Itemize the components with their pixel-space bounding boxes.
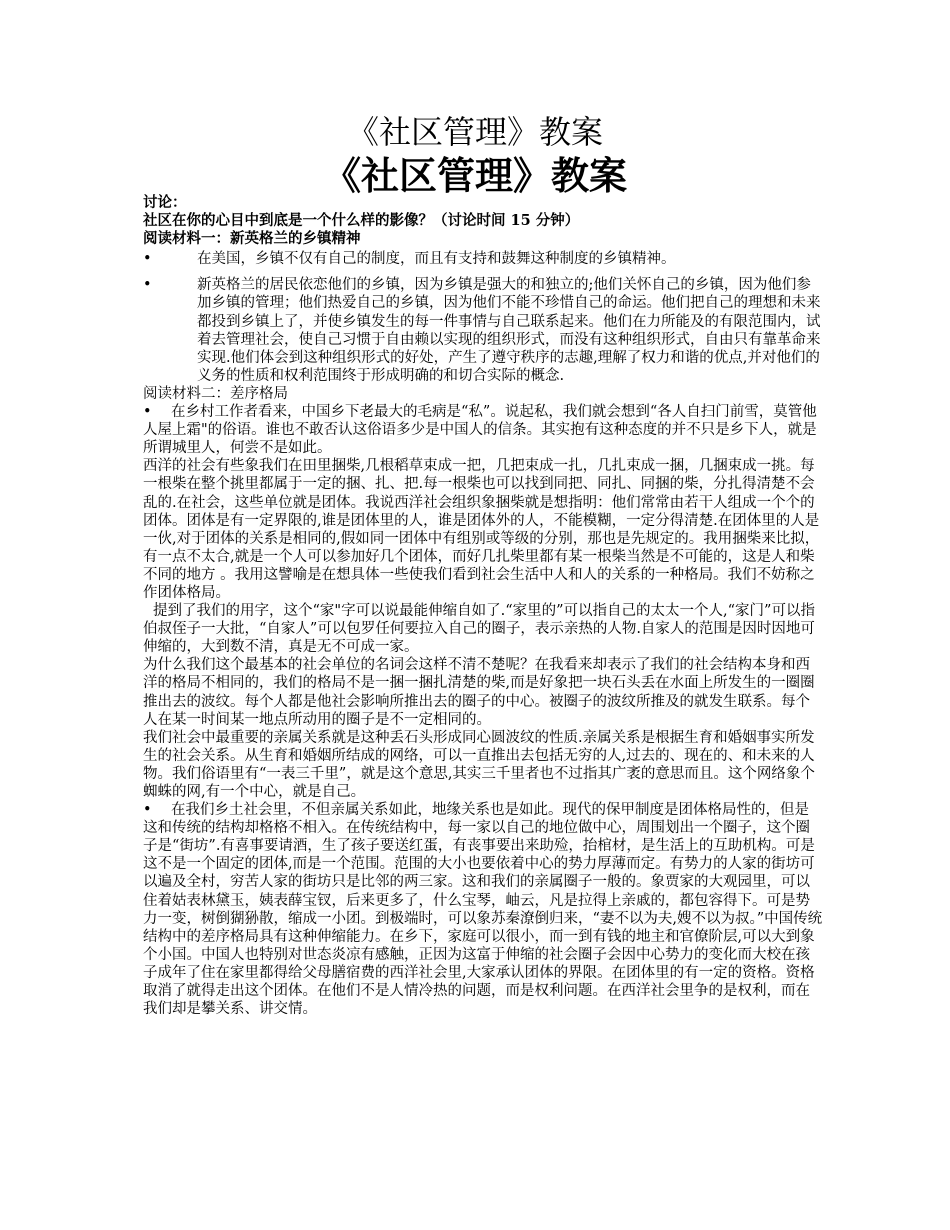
reading1-paragraph-2: [143, 276, 823, 385]
reading2-paragraph-5: 我们社会中最重要的亲属关系就是这种丢石头形成同心圆波纹的性质.亲属关系是根据生育和婚姻事实所发生的社会关系。从生育和婚姻所结成的网络，可以一直推出去包括无穷的人,过去的、现在的、和未来的人物。我们俗语里有“一表三千里”，就是这个意思,其实三千里者也不过指其广袤的意思而且。这个网络象个蜘蛛的网,有一个中心，就是自己。: [143, 729, 815, 800]
bullet-icon: •: [143, 277, 152, 294]
page-title: 《社区管理》教案: [346, 113, 603, 151]
discussion-label: 讨论：: [143, 194, 187, 211]
paragraph-text: 在美国，乡镇不仅有自己的制度，而且有支持和鼓舞这种制度的乡镇精神。: [197, 251, 676, 268]
document-body: [143, 194, 823, 1018]
reading2-paragraph-4: 为什么我们这个最基本的社会单位的名词会这样不清不楚呢？在我看来却表示了我们的社会结构本身和西洋的格局不相同的，我们的格局不是一捆一捆扎清楚的柴,而是好象把一块石头丢在水面上所发生的一圈圈推出去的波纹。每个人都是他社会影响所推出去的圈子的中心。被圈子的波纹所推及的就发生联系。每个人在某一时间某一地点所动用的圈子是不一定相同的。: [143, 657, 815, 728]
bullet-icon: •: [143, 251, 152, 268]
reading1-heading: 阅读材料一：新英格兰的乡镇精神: [143, 230, 361, 248]
page-title-bold: 《社区管理》教案: [322, 153, 627, 198]
bullet-icon: •: [143, 802, 152, 819]
reading1-paragraph-1: [143, 250, 823, 268]
reading2-paragraph-1: [143, 403, 823, 457]
paragraph-text: 新英格兰的居民依恋他们的乡镇，因为乡镇是强大的和独立的;他们关怀自己的乡镇，因为他们参加乡镇的管理；他们热爱自己的乡镇，因为他们不能不珍惜自己的命运。他们把自己的理想和未来都投到乡镇上了，并使乡镇发生的每一件事情与自己联系起来。他们在力所能及的有限范围内，试着去管理社会，使自己习惯于自由赖以实现的组织形式，而没有这种组织形式，自由只有靠革命来实现.他们体会到这种组织形式的好处，产生了遵守秩序的志趣,理解了权力和谐的优点,并对他们的义务的性质和权利范围终于形成明确的和切合实际的概念.: [197, 277, 821, 384]
reading2-heading: 阅读材料二：差序格局: [143, 385, 288, 402]
reading2-paragraph-6: [143, 801, 823, 1018]
discussion-question: 社区在你的心目中到底是一个什么样的影像？（讨论时间 15 分钟）: [143, 212, 580, 230]
paragraph-text: 在我们乡土社会里，不但亲属关系如此，地缘关系也是如此。现代的保甲制度是团体格局性的，但是这和传统的结构却格格不相入。在传统结构中，每一家以自己的地位做中心，周围划出一个圈子，这个圈子是“街坊”.有喜事要请酒，生了孩子要送红蛋，有丧事要出来助殓，抬棺材，是生活上的互助机构。可是这不是一个固定的团体,而是一个范围。范围的大小也要依着中心的势力厚薄而定。有势力的人家的街坊可以遍及全村，穷苦人家的街坊只是比邻的两三家。这和我们的亲属圈子一般的。象贾家的大观园里，可以住着姑表林黛玉，姨表薛宝钗，后来更多了，什么宝琴，岫云，凡是拉得上亲戚的，都包容得下。可是势力一变，树倒猢狲散，缩成一小团。到极端时，可以象苏秦潦倒归来，“妻不以为夫,嫂不以为叔。”中国传统结构中的差序格局具有这种伸缩能力。在乡下，家庭可以很小，而一到有钱的地主和官僚阶层,可以大到象个小国。中国人也特别对世态炎凉有感触，正因为这富于伸缩的社会圈子会因中心势力的变化而大校在孩子成年了住在家里都得给父母膳宿费的西洋社会里,大家承认团体的界限。在团体里的有一定的资格。资格取消了就得走出这个团体。在他们不是人情冷热的问题，而是权利问题。在西洋社会里争的是权利，而在我们却是攀关系、讲交情。: [143, 802, 823, 1018]
paragraph-text: 在乡村工作者看来，中国乡下老最大的毛病是“私”。说起私，我们就会想到“各人自扫门前雪，莫管他人屋上霜"的俗语。谁也不敢否认这俗语多少是中国人的信条。其实抱有这种态度的并不只是乡下人，就是所谓城里人，何尝不是如此。: [143, 404, 817, 457]
reading2-paragraph-3: 提到了我们的用字，这个“家"字可以说最能伸缩自如了.“家里的”可以指自己的太太一个人,“家门”可以指伯叔侄子一大批，“自家人”可以包罗任何要拉入自己的圈子，表示亲热的人物.自家人的范围是因时因地可伸缩的，大到数不清，真是无不可成一家。: [143, 603, 815, 656]
bullet-icon: •: [143, 404, 152, 421]
reading2-paragraph-2: 西洋的社会有些象我们在田里捆柴,几根稻草束成一把，几把束成一扎，几扎束成一捆，几捆束成一挑。每一根柴在整个挑里都属于一定的捆、扎、把.每一根柴也可以找到同把、同扎、同捆的柴，分扎得清楚不会乱的.在社会，这些单位就是团体。我说西洋社会组织象捆柴就是想指明：他们常常由若干人组成一个个的团体。团体是有一定界限的,谁是团体里的人，谁是团体外的人，不能模糊，一定分得清楚.在团体里的人是一伙,对于团体的关系是相同的,假如同一团体中有组别或等级的分别，那也是先规定的。我用捆柴来比拟，有一点不太合,就是一个人可以参加好几个团体，而好几扎柴里都有某一根柴当然是不可能的，这是人和柴不同的地方 。我用这譬喻是在想具体一些使我们看到社会生活中人和人的关系的一种格局。我们不妨称之作团体格局。: [143, 458, 820, 601]
